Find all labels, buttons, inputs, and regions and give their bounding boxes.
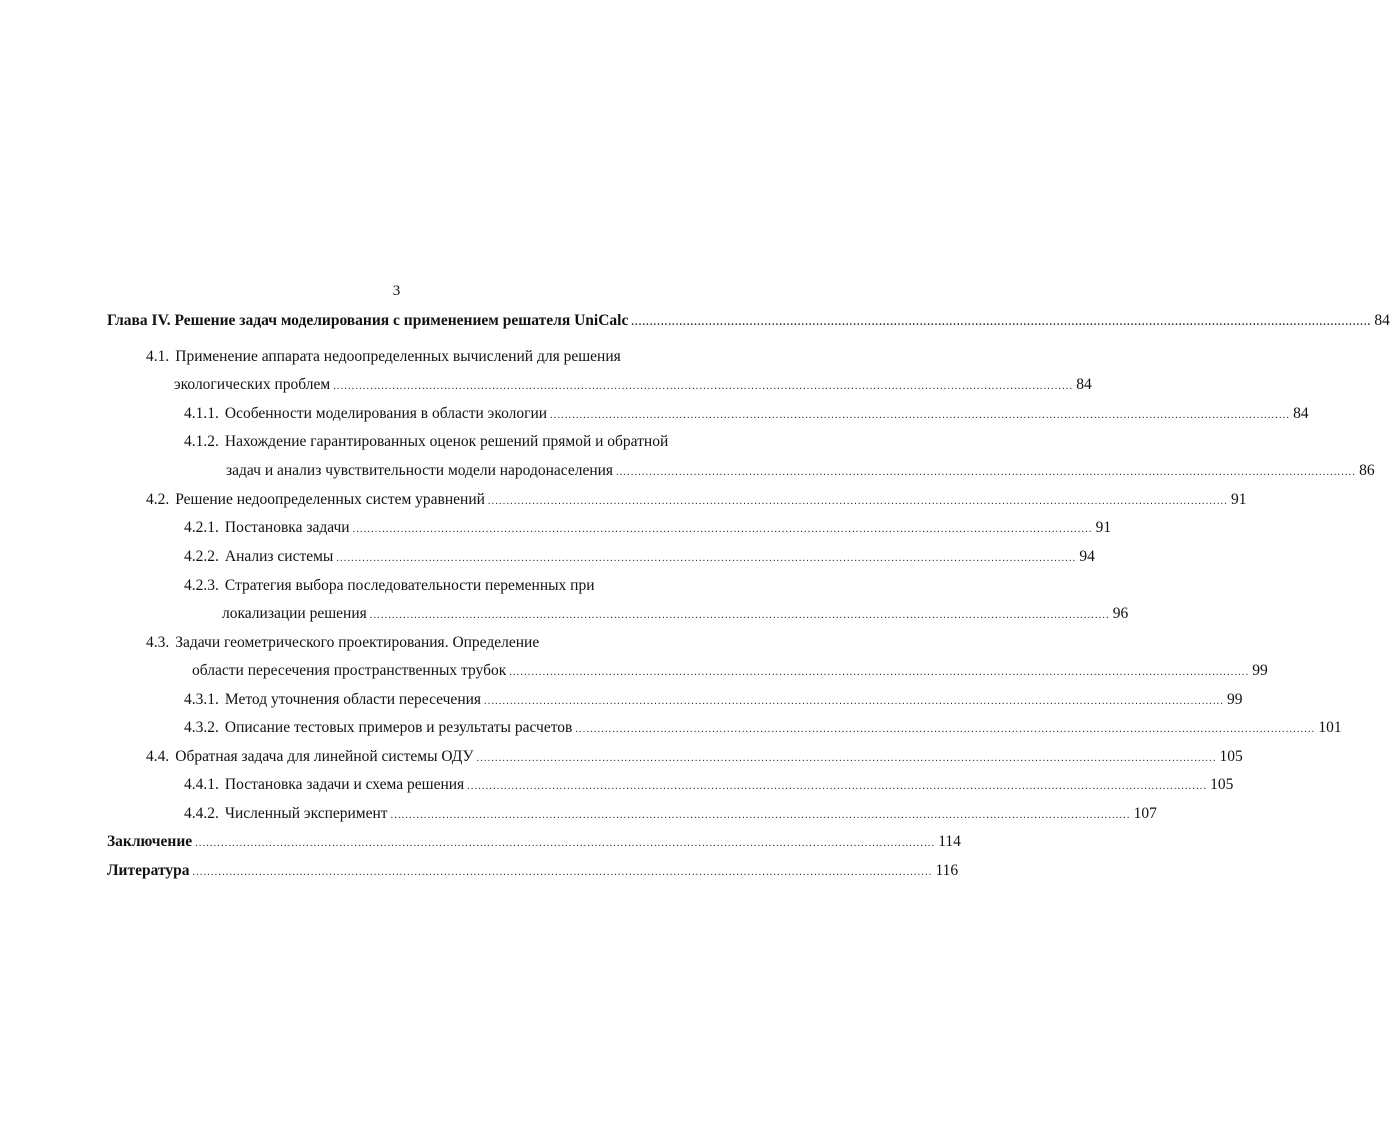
toc-entry-4-2-2[interactable] — [184, 547, 1095, 569]
toc-entry-page: 101 — [1318, 719, 1342, 736]
toc-entry-title-cont: задач и анализ чувствительности модели народонаселения — [226, 462, 614, 479]
section-number: 4.2. — [146, 491, 170, 508]
toc-entry-title-cont: локализации решения — [222, 605, 367, 622]
leader-dots: ........................................................................................................................................................................................................ — [390, 810, 1131, 821]
toc-entry-title: Задачи геометрического проектирования. Определение — [175, 634, 540, 651]
section-number: 4.2.3. — [184, 577, 219, 594]
toc-entry-chapter-4[interactable] — [107, 311, 1390, 333]
toc-entry-page: 91 — [1230, 491, 1247, 508]
toc-entry-page: 84 — [1374, 312, 1390, 329]
toc-entry-page: 84 — [1076, 376, 1092, 393]
toc-entry-literature[interactable] — [107, 861, 959, 883]
section-number: 4.1.1. — [184, 405, 219, 422]
leader-dots: ........................................................................................................................................................................................................ — [352, 524, 1093, 535]
toc-entry-page: 114 — [938, 833, 961, 850]
toc-entry-title: Численный эксперимент — [224, 805, 388, 822]
toc-entry-4-3-line2[interactable] — [192, 661, 1268, 683]
toc-entry-page: 107 — [1133, 805, 1157, 822]
toc-entry-4-2-3-line1[interactable] — [184, 576, 595, 596]
leader-dots: ........................................................................................................................................................................................................ — [487, 496, 1228, 507]
toc-entry-page: 99 — [1227, 691, 1243, 708]
section-number: 4.2.1. — [184, 519, 219, 536]
toc-entry-title-cont: экологических проблем — [174, 376, 331, 393]
leader-dots: ........................................................................................................................................................................................................ — [336, 553, 1077, 564]
leader-dots: ........................................................................................................................................................................................................ — [192, 867, 933, 878]
toc-entry-4-2-3-line2[interactable] — [222, 604, 1129, 626]
section-number: 4.4. — [146, 748, 170, 765]
toc-entry-title-cont: области пересечения пространственных трубок — [192, 662, 507, 679]
section-number: 4.4.2. — [184, 805, 219, 822]
toc-entry-title: Особенности моделирования в области экологии — [224, 405, 548, 422]
toc-entry-page: 86 — [1359, 462, 1375, 479]
section-number: 4.1.2. — [184, 433, 219, 450]
toc-entry-4-1-2-line1[interactable] — [184, 432, 668, 452]
toc-entry-title: Анализ системы — [224, 548, 334, 565]
toc-entry-4-3-1[interactable] — [184, 690, 1243, 712]
toc-entry-4-1-line1[interactable] — [146, 347, 621, 367]
toc-entry-title: Постановка задачи — [224, 519, 350, 536]
toc-entry-4-1-line2[interactable] — [174, 375, 1092, 397]
toc-entry-4-1-2-line2[interactable] — [226, 461, 1375, 483]
toc-entry-conclusion[interactable] — [107, 832, 961, 854]
toc-entry-title: Постановка задачи и схема решения — [224, 776, 465, 793]
section-number: 4.3. — [146, 634, 170, 651]
toc-entry-title: Обратная задача для линейной системы ОДУ — [175, 748, 474, 765]
page-number: 3 — [392, 283, 401, 299]
section-number: 4.4.1. — [184, 776, 219, 793]
section-number: 4.3.1. — [184, 691, 219, 708]
leader-dots: ........................................................................................................................................................................................................ — [333, 381, 1074, 392]
toc-entry-page: 96 — [1112, 605, 1129, 622]
toc-entry-title: Стратегия выбора последовательности переменных при — [224, 577, 595, 594]
toc-entry-4-2-1[interactable] — [184, 518, 1112, 540]
toc-entry-page: 105 — [1219, 748, 1243, 765]
leader-dots: ........................................................................................................................................................................................................ — [616, 467, 1357, 478]
toc-entry-4-3-2[interactable] — [184, 718, 1342, 740]
leader-dots: ........................................................................................................................................................................................................ — [631, 317, 1372, 328]
leader-dots: ........................................................................................................................................................................................................ — [467, 781, 1208, 792]
toc-entry-title: Применение аппарата недоопределенных вычислений для решения — [175, 348, 621, 365]
toc-entry-title: Описание тестовых примеров и результаты расчетов — [224, 719, 573, 736]
toc-entry-page: 116 — [935, 862, 959, 879]
leader-dots: ........................................................................................................................................................................................................ — [575, 724, 1316, 735]
section-number: 4.1. — [146, 348, 170, 365]
toc-entry-title: Метод уточнения области пересечения — [224, 691, 482, 708]
leader-dots: ........................................................................................................................................................................................................ — [369, 610, 1110, 621]
toc-entry-4-1-1[interactable] — [184, 404, 1309, 426]
section-number: 4.3.2. — [184, 719, 219, 736]
toc-entry-title: Решение недоопределенных систем уравнений — [175, 491, 485, 508]
toc-entry-page: 99 — [1252, 662, 1268, 679]
leader-dots: ........................................................................................................................................................................................................ — [550, 410, 1291, 421]
toc-entry-4-2[interactable] — [146, 490, 1247, 512]
toc-entry-title: Нахождение гарантированных оценок решений прямой и обратной — [224, 433, 669, 450]
leader-dots: ........................................................................................................................................................................................................ — [195, 838, 936, 849]
toc-entry-title: Заключение — [107, 833, 193, 850]
toc-entry-page: 91 — [1095, 519, 1112, 536]
leader-dots: ........................................................................................................................................................................................................ — [509, 667, 1250, 678]
toc-entry-4-3-line1[interactable] — [146, 633, 539, 653]
toc-entry-4-4-1[interactable] — [184, 775, 1234, 797]
toc-entry-title: Глава IV. Решение задач моделирования с применением решателя UniCalc — [107, 312, 629, 329]
leader-dots: ........................................................................................................................................................................................................ — [476, 753, 1217, 764]
section-number: 4.2.2. — [184, 548, 219, 565]
toc-entry-4-4-2[interactable] — [184, 804, 1157, 826]
toc-entry-title: Литература — [107, 862, 190, 879]
toc-entry-4-4[interactable] — [146, 747, 1243, 769]
toc-entry-page: 94 — [1079, 548, 1095, 565]
leader-dots: ........................................................................................................................................................................................................ — [484, 696, 1225, 707]
toc-entry-page: 84 — [1293, 405, 1309, 422]
toc-entry-page: 105 — [1210, 776, 1234, 793]
